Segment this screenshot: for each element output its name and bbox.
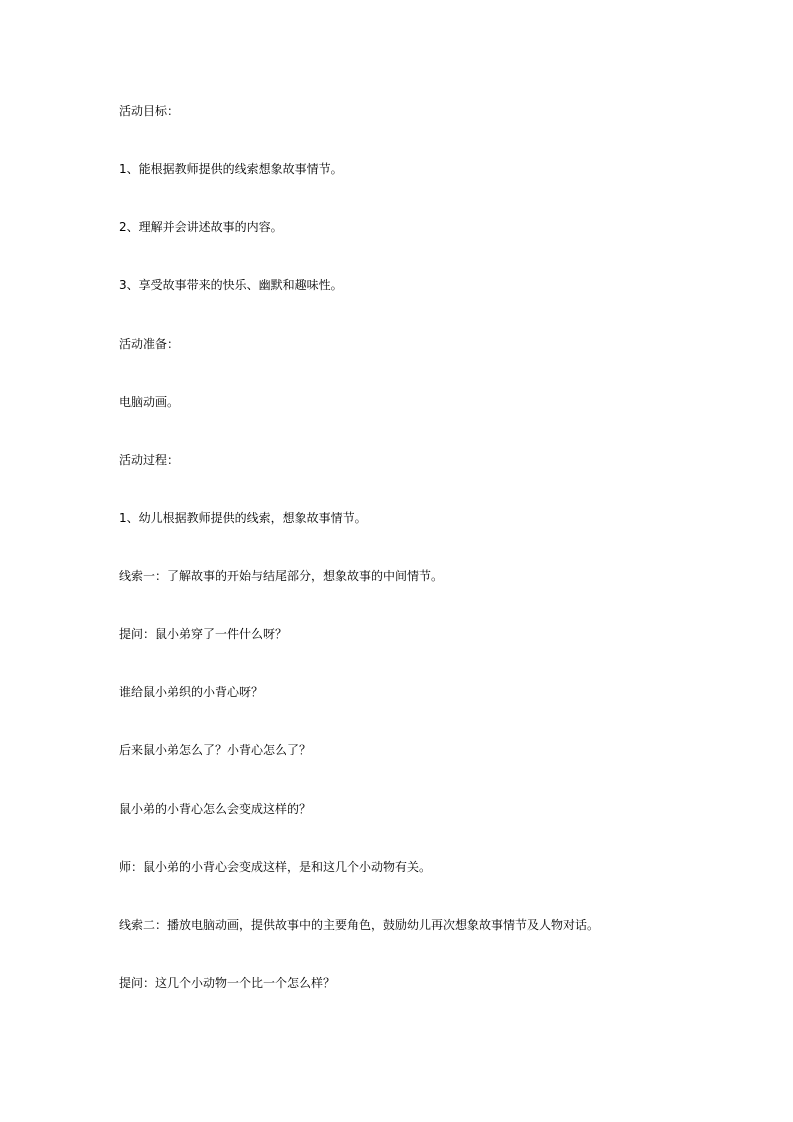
clue-two: 线索二：播放电脑动画，提供故事中的主要角色，鼓励幼儿再次想象故事情节及人物对话。 (119, 918, 600, 932)
heading-activity-preparation: 活动准备： (119, 337, 180, 351)
question-line: 谁给鼠小弟织的小背心呀？ (119, 685, 264, 699)
process-step-1: 1、幼儿根据教师提供的线索，想象故事情节。 (119, 511, 367, 525)
goal-item-1: 1、能根据教师提供的线索想象故事情节。 (119, 162, 343, 176)
question-line: 提问：这几个小动物一个比一个怎么样？ (119, 976, 336, 990)
question-line: 提问：鼠小弟穿了一件什么呀？ (119, 627, 288, 641)
heading-activity-goals: 活动目标： (119, 104, 180, 118)
goal-item-2: 2、理解并会讲述故事的内容。 (119, 220, 283, 234)
heading-activity-process: 活动过程： (119, 453, 180, 467)
clue-one: 线索一：了解故事的开始与结尾部分，想象故事的中间情节。 (119, 569, 444, 583)
goal-item-3: 3、享受故事带来的快乐、幽默和趣味性。 (119, 278, 343, 292)
preparation-text: 电脑动画。 (119, 395, 180, 409)
question-line: 后来鼠小弟怎么了？小背心怎么了？ (119, 743, 312, 757)
teacher-statement: 师：鼠小弟的小背心会变成这样，是和这几个小动物有关。 (119, 860, 432, 874)
question-line: 鼠小弟的小背心怎么会变成这样的？ (119, 802, 312, 816)
